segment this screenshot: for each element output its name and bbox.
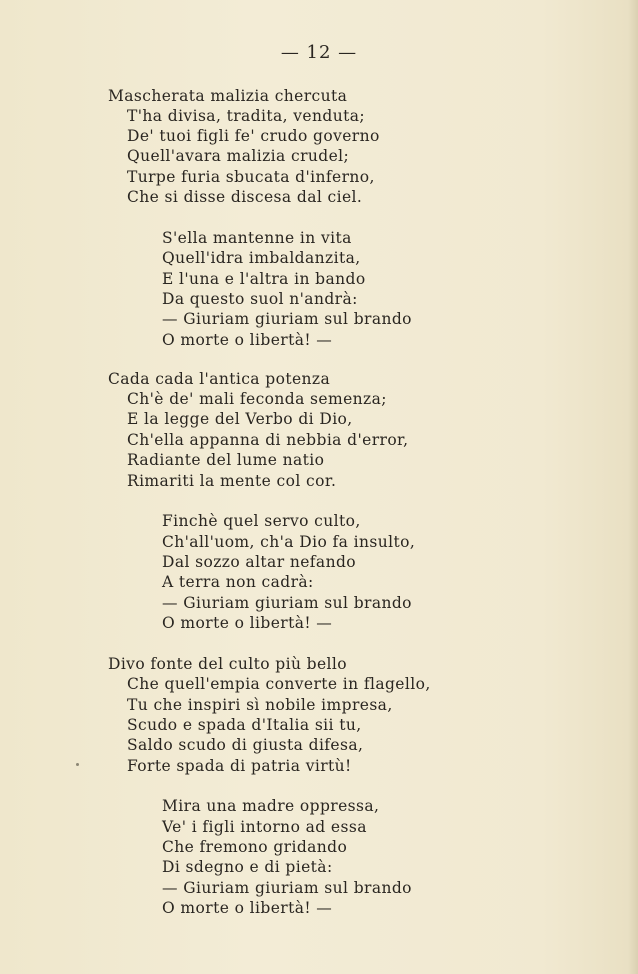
verse-line: Di sdegno e di pietà: — [162, 858, 333, 876]
verse-line: Finchè quel servo culto, — [162, 512, 361, 530]
ink-speck — [76, 763, 79, 766]
verse-line: — Giuriam giuriam sul brando — [162, 310, 412, 328]
verse-line: Saldo scudo di giusta difesa, — [127, 736, 364, 754]
verse-line: Radiante del lume natio — [127, 451, 325, 469]
verse-line: Mascherata malizia chercuta — [108, 87, 348, 105]
verse-line: O morte o libertà! — — [162, 614, 333, 632]
verse-line: De' tuoi figli fe' crudo governo — [127, 127, 380, 145]
verse-line: Tu che inspiri sì nobile impresa, — [127, 696, 393, 714]
verse-line: T'ha divisa, tradita, venduta; — [127, 107, 365, 125]
verse-line: Che fremono gridando — [162, 838, 348, 856]
verse-line: E l'una e l'altra in bando — [162, 270, 366, 288]
verse-line: Dal sozzo altar nefando — [162, 553, 357, 571]
page-number: — 12 — — [280, 42, 358, 63]
verse-line: Da questo suol n'andrà: — [162, 290, 358, 308]
verse-line: Quell'avara malizia crudel; — [127, 147, 350, 165]
verse-line: Ch'è de' mali feconda semenza; — [127, 390, 387, 408]
verse-line: O morte o libertà! — — [162, 899, 333, 917]
page-edge-shadow — [628, 0, 638, 974]
verse-line: Rimariti la mente col cor. — [127, 472, 337, 490]
verse-line: E la legge del Verbo di Dio, — [127, 410, 353, 428]
verse-line: Ch'all'uom, ch'a Dio fa insulto, — [162, 533, 416, 551]
verse-line: Scudo e spada d'Italia sii tu, — [127, 716, 362, 734]
verse-line: A terra non cadrà: — [162, 573, 314, 591]
verse-line: Ve' i figli intorno ad essa — [162, 818, 367, 836]
verse-line: Quell'idra imbaldanzita, — [162, 249, 361, 267]
verse-line: Mira una madre oppressa, — [162, 797, 380, 815]
verse-line: S'ella mantenne in vita — [162, 229, 352, 247]
verse-line: Ch'ella appanna di nebbia d'error, — [127, 431, 409, 449]
verse-line: — Giuriam giuriam sul brando — [162, 594, 412, 612]
verse-line: O morte o libertà! — — [162, 331, 333, 349]
verse-line: Forte spada di patria virtù! — [127, 757, 352, 775]
verse-line: — Giuriam giuriam sul brando — [162, 879, 412, 897]
verse-line: Che quell'empia converte in flagello, — [127, 675, 431, 693]
verse-line: Divo fonte del culto più bello — [108, 655, 347, 673]
verse-line: Turpe furia sbucata d'inferno, — [127, 168, 375, 186]
verse-line: Che si disse discesa dal ciel. — [127, 188, 363, 206]
verse-line: Cada cada l'antica potenza — [108, 370, 331, 388]
